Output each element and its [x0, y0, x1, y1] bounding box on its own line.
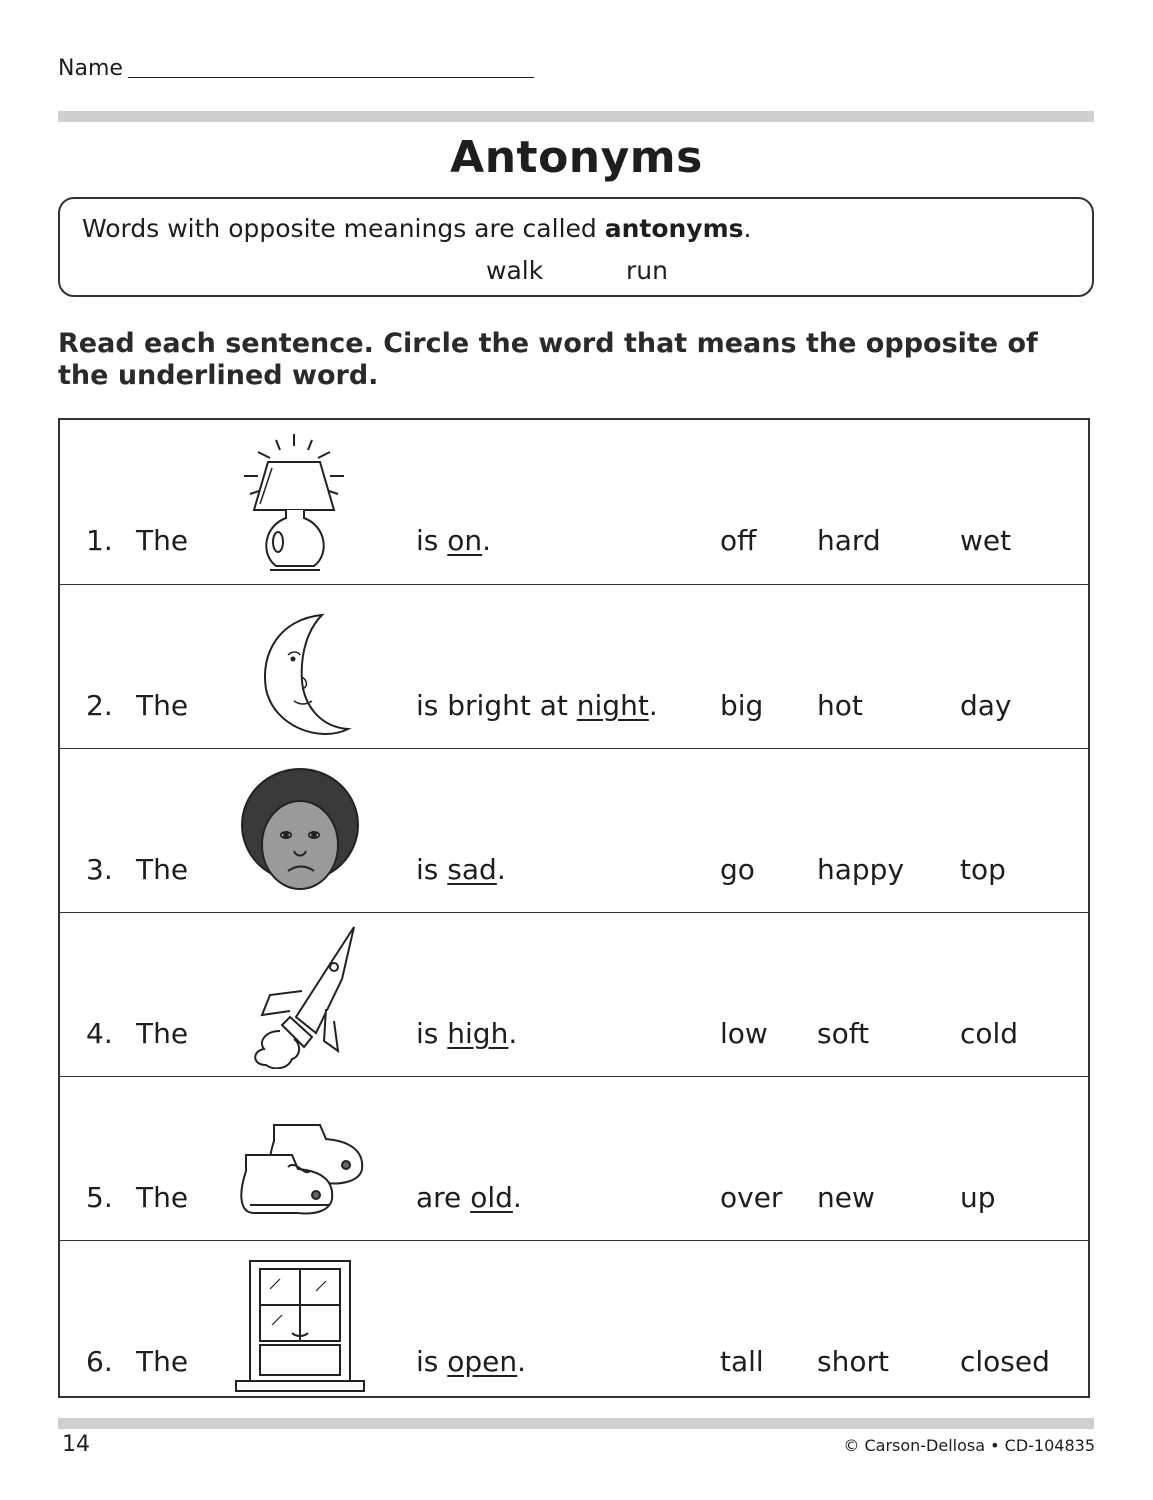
- lamp-icon: [230, 428, 370, 576]
- choice-word[interactable]: wet: [960, 524, 1012, 557]
- row-article: The: [136, 1345, 189, 1378]
- row-number: 6.: [86, 1345, 113, 1378]
- page-title: Antonyms: [450, 132, 703, 183]
- sentence-lead: is: [416, 524, 448, 557]
- exercise-row: [60, 420, 1090, 584]
- exercise-row: [60, 584, 1090, 749]
- sentence-end: .: [517, 1345, 527, 1378]
- choice-word[interactable]: off: [720, 524, 757, 557]
- sentence-text: [416, 1345, 526, 1378]
- name-field[interactable]: [128, 77, 534, 78]
- example-word-walk: walk: [486, 256, 544, 285]
- choice-word[interactable]: hot: [817, 689, 863, 722]
- exercise-row: [60, 1076, 1090, 1241]
- choice-word[interactable]: top: [960, 853, 1006, 886]
- choice-word[interactable]: up: [960, 1181, 996, 1214]
- choice-word[interactable]: happy: [817, 853, 905, 886]
- example-word-run: run: [626, 256, 668, 285]
- definition-term: antonyms: [604, 214, 744, 243]
- rocket-icon: [230, 921, 370, 1069]
- underlined-word: night: [576, 689, 649, 722]
- choice-word[interactable]: new: [817, 1181, 875, 1214]
- exercise-row: [60, 912, 1090, 1077]
- definition-box: [58, 197, 1094, 297]
- sentence-lead: are: [416, 1181, 471, 1214]
- row-number: 2.: [86, 689, 113, 722]
- sentence-lead: is: [416, 1017, 448, 1050]
- choice-word[interactable]: tall: [720, 1345, 764, 1378]
- row-article: The: [136, 524, 189, 557]
- row-number: 5.: [86, 1181, 113, 1214]
- choice-word[interactable]: short: [817, 1345, 889, 1378]
- sentence-end: .: [482, 524, 492, 557]
- sentence-end: .: [512, 1181, 522, 1214]
- choice-word[interactable]: closed: [960, 1345, 1050, 1378]
- sentence-text: [416, 689, 658, 722]
- sentence-lead: is: [416, 1345, 448, 1378]
- window-icon: [230, 1249, 370, 1397]
- exercise-row: [60, 748, 1090, 913]
- bottom-divider: [58, 1418, 1094, 1429]
- definition-suffix: .: [743, 214, 752, 243]
- instructions: Read each sentence. Circle the word that means the opposite of the underlined word.: [58, 328, 1038, 391]
- exercise-row: [60, 1240, 1090, 1405]
- sentence-text: [416, 1017, 517, 1050]
- row-article: The: [136, 853, 189, 886]
- shoes-icon: [230, 1085, 370, 1233]
- sentence-end: .: [648, 689, 658, 722]
- row-article: The: [136, 689, 189, 722]
- sentence-text: [416, 853, 506, 886]
- name-label: Name: [58, 56, 123, 81]
- choice-word[interactable]: soft: [817, 1017, 870, 1050]
- moon-icon: [230, 593, 370, 741]
- row-number: 4.: [86, 1017, 113, 1050]
- boy-icon: [230, 757, 370, 905]
- underlined-word: open: [447, 1345, 518, 1378]
- choice-word[interactable]: day: [960, 689, 1012, 722]
- sentence-text: [416, 1181, 522, 1214]
- underlined-word: high: [447, 1017, 509, 1050]
- choice-word[interactable]: low: [720, 1017, 768, 1050]
- definition-prefix: Words with opposite meanings are called: [82, 214, 605, 243]
- top-divider: [58, 111, 1094, 122]
- row-article: The: [136, 1181, 189, 1214]
- page-number: 14: [62, 1432, 90, 1457]
- row-number: 3.: [86, 853, 113, 886]
- choice-word[interactable]: go: [720, 853, 755, 886]
- choice-word[interactable]: over: [720, 1181, 783, 1214]
- choice-word[interactable]: hard: [817, 524, 881, 557]
- sentence-end: .: [508, 1017, 518, 1050]
- sentence-lead: is: [416, 853, 448, 886]
- definition-text: [82, 214, 752, 243]
- underlined-word: old: [470, 1181, 513, 1214]
- underlined-word: on: [447, 524, 483, 557]
- underlined-word: sad: [447, 853, 497, 886]
- row-number: 1.: [86, 524, 113, 557]
- row-article: The: [136, 1017, 189, 1050]
- copyright-text: © Carson-Dellosa • CD-104835: [843, 1436, 1095, 1455]
- choice-word[interactable]: big: [720, 689, 764, 722]
- choice-word[interactable]: cold: [960, 1017, 1019, 1050]
- sentence-text: [416, 524, 491, 557]
- exercise-table: [58, 418, 1090, 1398]
- sentence-end: .: [496, 853, 506, 886]
- sentence-lead: is bright at: [416, 689, 577, 722]
